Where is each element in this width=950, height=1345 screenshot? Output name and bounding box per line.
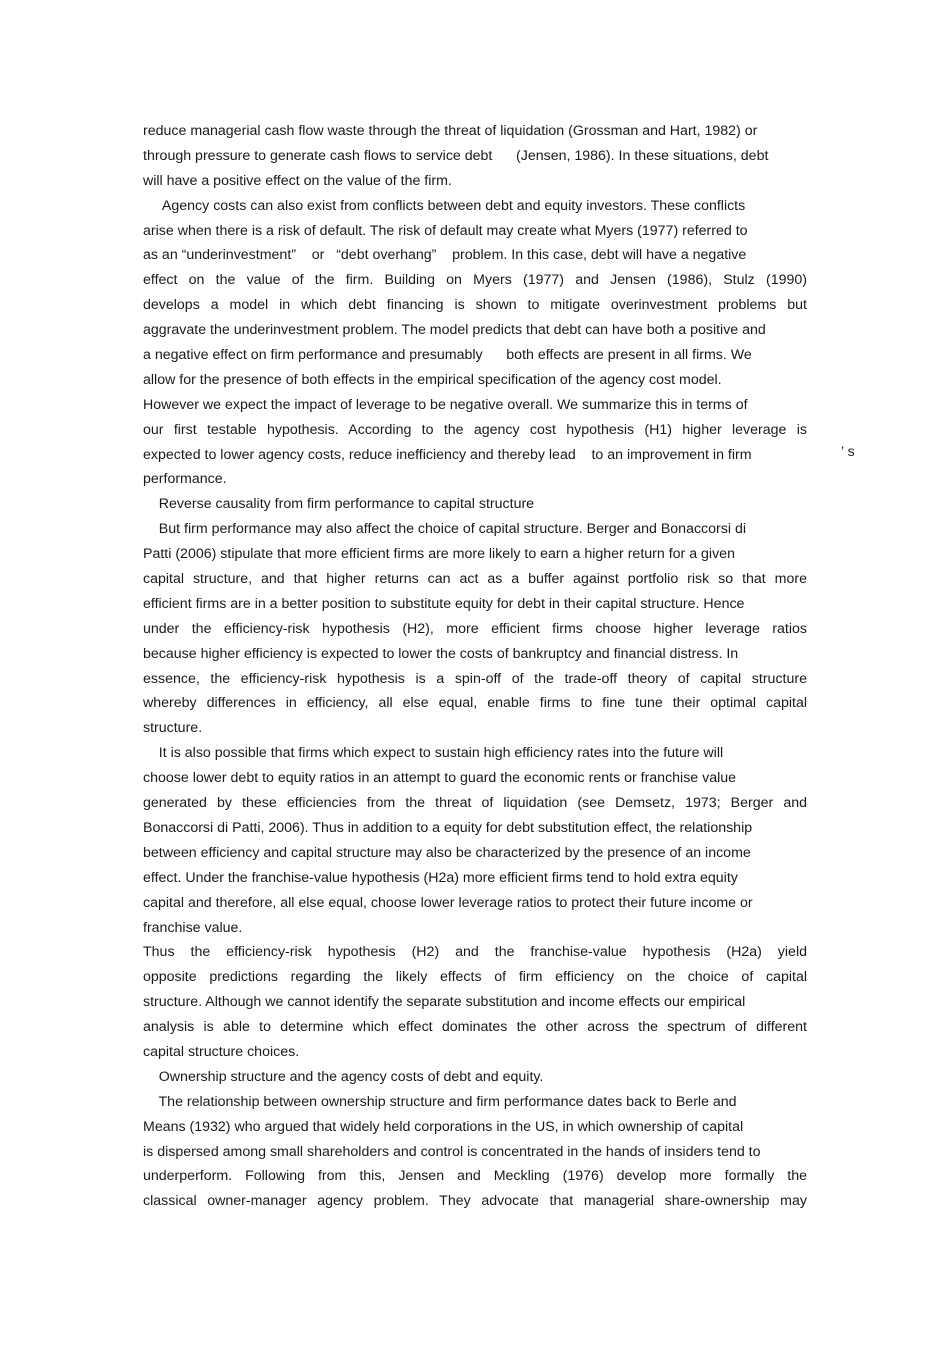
text-line: a negative effect on firm performance and presumably both effects are present in all firms. We bbox=[143, 347, 752, 364]
text-line: capital and therefore, all else equal, choose lower leverage ratios to protect their future income or bbox=[143, 894, 753, 911]
text-line: effect. Under the franchise-value hypothesis (H2a) more efficient firms tend to hold extra equity bbox=[143, 869, 738, 886]
text-line: effect on the value of the firm. Building on Myers (1977) and Jensen (1986), Stulz (1990) bbox=[143, 272, 807, 289]
text-line: performance. bbox=[143, 471, 227, 488]
text-line: But firm performance may also affect the choice of capital structure. Berger and Bonaccorsi di bbox=[143, 521, 746, 538]
text-line: analysis is able to determine which effect dominates the other across the spectrum of different bbox=[143, 1019, 807, 1036]
text-line: However we expect the impact of leverage to be negative overall. We summarize this in terms of bbox=[143, 396, 748, 413]
text-line: develops a model in which debt financing is shown to mitigate overinvestment problems but bbox=[143, 297, 807, 314]
text-line: Reverse causality from firm performance to capital structure bbox=[143, 496, 535, 513]
text-line: Agency costs can also exist from conflicts between debt and equity investors. These conflicts bbox=[143, 197, 746, 214]
text-line: our first testable hypothesis. According to the agency cost hypothesis (H1) higher leverage is bbox=[143, 421, 807, 438]
text-line: Patti (2006) stipulate that more efficient firms are more likely to earn a higher return for a given bbox=[143, 546, 735, 563]
text-line: Thus the efficiency-risk hypothesis (H2) and the franchise-value hypothesis (H2a) yield bbox=[143, 944, 807, 961]
text-line: is dispersed among small shareholders and control is concentrated in the hands of insiders tend to bbox=[143, 1143, 761, 1160]
text-line: structure. bbox=[143, 720, 203, 737]
text-line: arise when there is a risk of default. The risk of default may create what Myers (1977) referred to bbox=[143, 222, 748, 239]
text-line: Means (1932) who argued that widely held corporations in the US, in which ownership of capital bbox=[143, 1118, 744, 1135]
text-line: through pressure to generate cash flows to service debt (Jensen, 1986). In these situations, debt bbox=[143, 147, 769, 164]
text-line: franchise value. bbox=[143, 919, 243, 936]
text-line: as an “underinvestment” or “debt overhang” problem. In this case, debt will have a negative bbox=[143, 247, 747, 264]
text-line: between efficiency and capital structure may also be characterized by the presence of an income bbox=[143, 844, 751, 861]
text-line: capital structure choices. bbox=[143, 1043, 300, 1060]
text-line: classical owner-manager agency problem. They advocate that managerial share-ownership may bbox=[143, 1193, 807, 1210]
text-line: essence, the efficiency-risk hypothesis is a spin-off of the trade-off theory of capital structure bbox=[143, 670, 807, 687]
text-line: allow for the presence of both effects in the empirical specification of the agency cost model. bbox=[143, 371, 722, 388]
text-line: efficient firms are in a better position to substitute equity for debt in their capital structure. Hence bbox=[143, 595, 745, 612]
text-line: Ownership structure and the agency costs of debt and equity. bbox=[143, 1068, 544, 1085]
text-line: structure. Although we cannot identify the separate substitution and income effects our empirical bbox=[143, 994, 746, 1011]
text-line: generated by these efficiencies from the threat of liquidation (see Demsetz, 1973; Berger and bbox=[143, 795, 807, 812]
body-text bbox=[143, 119, 807, 1214]
text-line: reduce managerial cash flow waste through the threat of liquidation (Grossman and Hart, 1982) or bbox=[143, 123, 758, 139]
text-line: because higher efficiency is expected to lower the costs of bankruptcy and financial distress. In bbox=[143, 645, 739, 662]
text-line: whereby differences in efficiency, all else equal, enable firms to fine tune their optimal capital bbox=[143, 695, 807, 712]
text-line: Bonaccorsi di Patti, 2006). Thus in addition to a equity for debt substitution effect, the relationship bbox=[143, 819, 753, 836]
text-line: opposite predictions regarding the likely effects of firm efficiency on the choice of capital bbox=[143, 969, 807, 986]
text-line: underperform. Following from this, Jensen and Meckling (1976) develop more formally the bbox=[143, 1168, 807, 1185]
text-line: It is also possible that firms which expect to sustain high efficiency rates into the future will bbox=[143, 745, 724, 762]
text-line: The relationship between ownership structure and firm performance dates back to Berle and bbox=[143, 1093, 737, 1110]
text-line: expected to lower agency costs, reduce inefficiency and thereby lead to an improvement in firm bbox=[143, 446, 752, 463]
text-line: aggravate the underinvestment problem. The model predicts that debt can have both a positive and bbox=[143, 322, 766, 339]
text-line: capital structure, and that higher returns can act as a buffer against portfolio risk so that more bbox=[143, 571, 807, 588]
stray-apostrophe-s: ’ s bbox=[841, 444, 855, 460]
text-line: choose lower debt to equity ratios in an attempt to guard the economic rents or franchise value bbox=[143, 770, 737, 787]
text-line: will have a positive effect on the value of the firm. bbox=[143, 172, 452, 189]
text-line: under the efficiency-risk hypothesis (H2), more efficient firms choose higher leverage ratios bbox=[143, 620, 807, 637]
